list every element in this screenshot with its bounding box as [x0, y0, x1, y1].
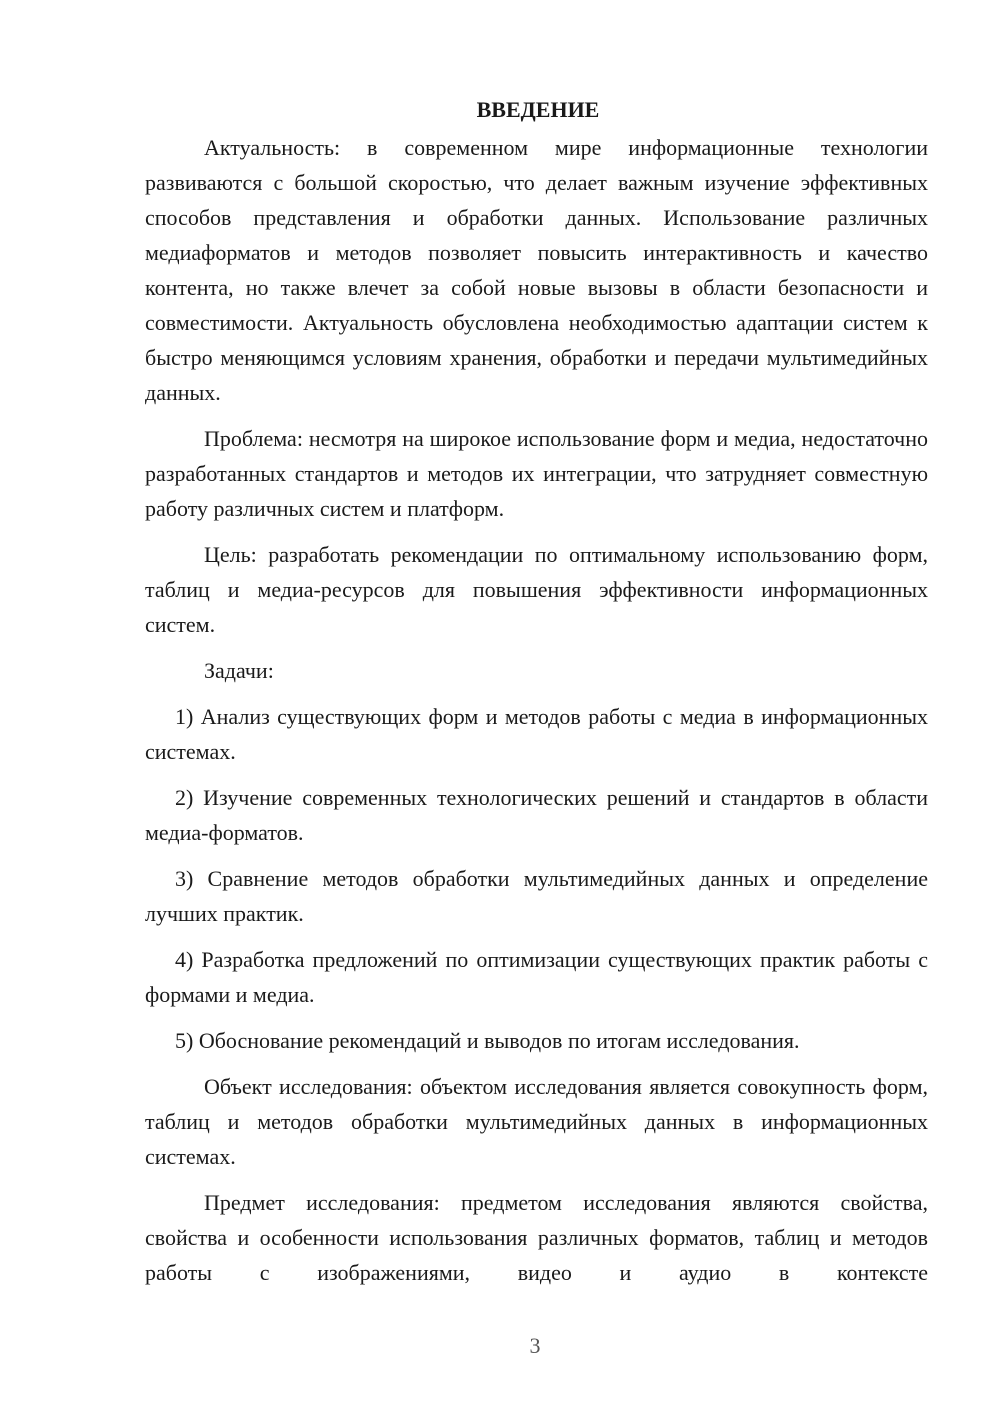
paragraph-relevance: Актуальность: в современном мире информационные технологии развиваются с большой скоростью, что делает важным изучение эффективных способов представления и обработки данных. Использование различных медиаформатов и методов позволяет повысить интерактивность и качество контента, но также влечет за собой новые вызовы в области безопасности и совместимости. Актуальность обусловлена необходимостью адаптации систем к быстро меняющимся условиям хранения, обработки и передачи мультимедийных данных. — [145, 135, 928, 405]
page-number: 3 — [529, 1333, 541, 1358]
task-item-5: 5) Обоснование рекомендаций и выводов по итогам исследования. — [175, 1028, 800, 1053]
task-item-1: 1) Анализ существующих форм и методов работы с медиа в информационных системах. — [145, 704, 928, 764]
document-page — [145, 92, 928, 1290]
task-item-3: 3) Сравнение методов обработки мультимедийных данных и определение лучших практик. — [145, 866, 928, 926]
paragraph-object: Объект исследования: объектом исследования является совокупность форм, таблиц и методов обработки мультимедийных данных в информационных системах. — [145, 1074, 928, 1169]
paragraph-tasks-heading: Задачи: — [204, 658, 274, 683]
paragraph-problem: Проблема: несмотря на широкое использование форм и медиа, недостаточно разработанных стандартов и методов их интеграции, что затрудняет совместную работу различных систем и платформ. — [145, 426, 928, 521]
paragraph-goal: Цель: разработать рекомендации по оптимальному использованию форм, таблиц и медиа-ресурсов для повышения эффективности информационных систем. — [145, 542, 928, 637]
task-item-2: 2) Изучение современных технологических решений и стандартов в области медиа-форматов. — [145, 785, 928, 845]
task-item-4: 4) Разработка предложений по оптимизации существующих практик работы с формами и медиа. — [145, 947, 928, 1007]
page-title: ВВЕДЕНИЕ — [476, 97, 600, 122]
paragraph-subject: Предмет исследования: предметом исследования являются свойства, свойства и особенности использования различных форматов, таблиц и методов работы с изображениями, видео и аудио в контексте — [145, 1190, 928, 1285]
